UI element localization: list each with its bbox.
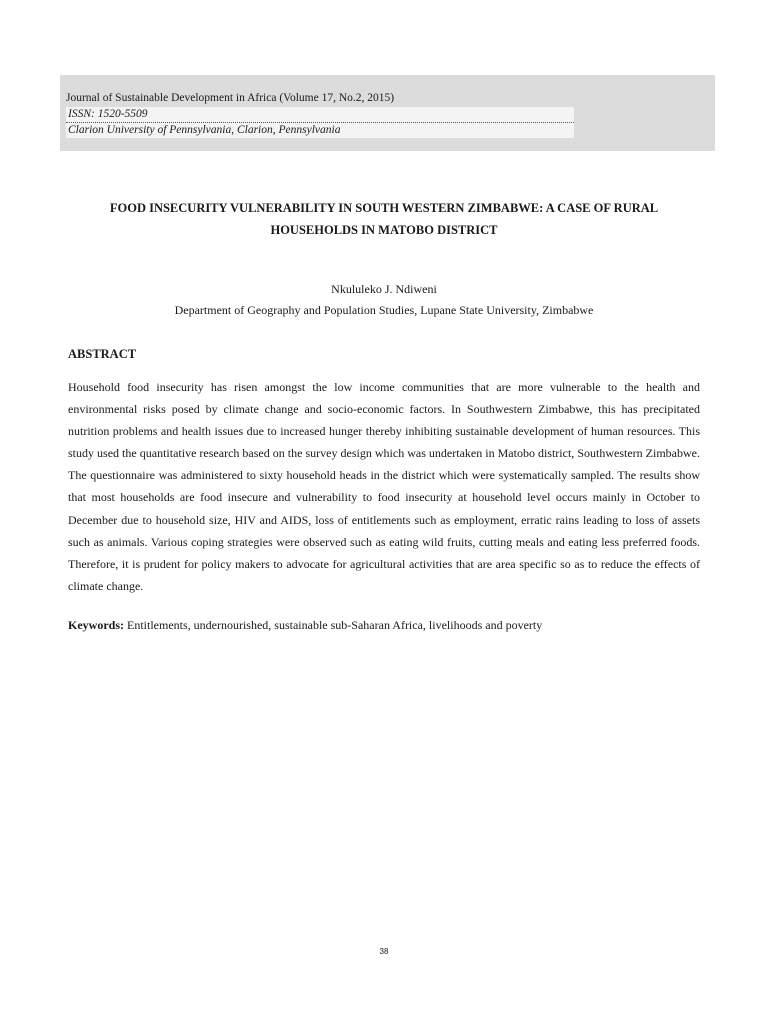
keywords xyxy=(68,614,700,636)
abstract-heading: ABSTRACT xyxy=(68,347,137,361)
keywords-label: Keywords: xyxy=(68,618,124,632)
journal-header-text xyxy=(66,91,574,138)
journal-title: Journal of Sustainable Development in Africa (Volume 17, No.2, 2015) xyxy=(66,92,395,104)
paper-title-line-2: HOUSEHOLDS IN MATOBO DISTRICT xyxy=(270,223,498,237)
keywords-text: Entitlements, undernourished, sustainable sub-Saharan Africa, livelihoods and poverty xyxy=(124,618,543,632)
paper-title-line-1: FOOD INSECURITY VULNERABILITY IN SOUTH WESTERN ZIMBABWE: A CASE OF RURAL xyxy=(109,201,659,215)
journal-issn: ISSN: 1520-5509 xyxy=(66,107,574,123)
page-number: 38 xyxy=(379,947,389,956)
journal-header xyxy=(60,75,715,151)
journal-affiliation: Clarion University of Pennsylvania, Clarion, Pennsylvania xyxy=(66,123,574,138)
abstract-body: Household food insecurity has risen amongst the low income communities that are more vulnerable to the health and environmental risks posed by climate change and socio-economic factors. In Southwestern Zimbabwe, this has precipitated nutrition problems and health issues due to increased hunger thereby inhibiting sustainable development of human resources. This study used the quantitative research based on the survey design which was undertaken in Matobo district, Southwestern Zimbabwe. The questionnaire was administered to sixty household heads in the district which were systematically sampled. The results show that most households are food insecure and vulnerability to food insecurity at household level occurs mainly in October to December due to household size, HIV and AIDS, loss of entitlements such as employment, erratic rains leading to loss of assets such as animals. Various coping strategies were observed such as eating wild fruits, cutting meals and eating less preferred foods. Therefore, it is prudent for policy makers to advocate for agricultural activities that are area specific so as to reduce the effects of climate change. xyxy=(68,380,700,593)
author-name: Nkululeko J. Ndiweni xyxy=(331,282,437,296)
author-affiliation: Department of Geography and Population Studies, Lupane State University, Zimbabwe xyxy=(174,303,594,317)
paper-title xyxy=(60,197,708,241)
